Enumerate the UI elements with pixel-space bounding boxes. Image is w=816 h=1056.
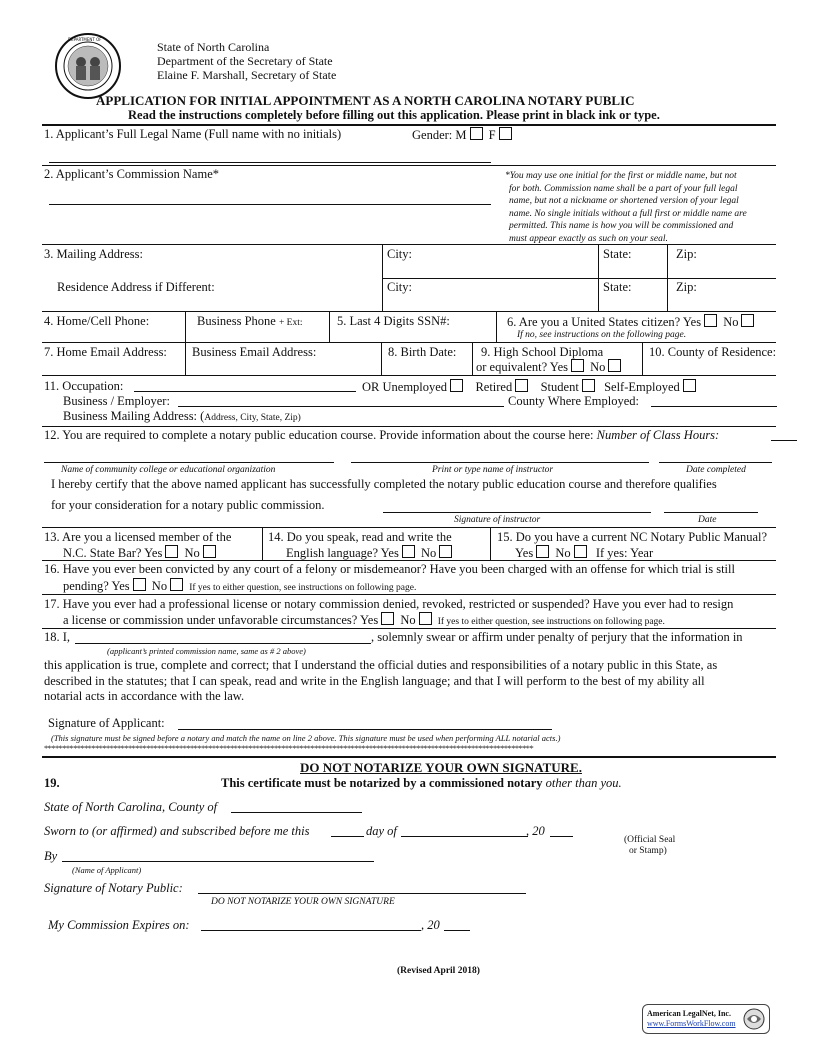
q16-text2: pending? Yes	[63, 579, 130, 593]
q12-instructor: Print or type name of instructor	[432, 465, 554, 475]
q15-label: 15. Do you have a current NC Notary Public Manual?	[497, 530, 768, 544]
q11-options	[362, 379, 699, 395]
license-no-checkbox[interactable]	[419, 612, 432, 625]
q12-hours: Number of Class Hours:	[596, 428, 720, 442]
q11-employer: Business / Employer:	[63, 394, 170, 408]
q12-sig-instructor: Signature of instructor	[454, 515, 541, 525]
commission-name-line[interactable]	[49, 204, 491, 205]
q12-text: 12. You are required to complete a notary public education course. Provide information about the course here:	[44, 428, 594, 442]
ext-label: + Ext:	[278, 318, 303, 328]
q18-swear: , solemnly swear or affirm under penalty of perjury that the information in	[371, 630, 743, 644]
instructor-signature-line[interactable]	[383, 512, 651, 513]
q12-date-completed: Date completed	[686, 465, 746, 475]
q18-sig-note: (This signature must be signed before a notary and match the name on line 2 above. This signature must be used when performing ALL notarial acts.)	[51, 733, 561, 743]
q3-res-state: State:	[603, 280, 632, 294]
english-yes-checkbox[interactable]	[402, 545, 415, 558]
q9-no: No	[590, 360, 606, 374]
q11-mailing-label: Business Mailing Address: (	[63, 409, 205, 423]
q3-city: City:	[387, 247, 413, 261]
instructor-line[interactable]	[351, 462, 649, 463]
q14-label2	[286, 545, 455, 561]
q18-sig	[48, 716, 165, 731]
applicant-signature-label: Signature of Applicant:	[48, 716, 165, 730]
stars-divider: **************************************************************************************************************************************	[44, 743, 534, 753]
q5-label: 5. Last 4 Digits SSN#:	[337, 314, 450, 328]
license-yes-checkbox[interactable]	[381, 612, 394, 625]
brand-name: American LegalNet, Inc.	[647, 1009, 731, 1018]
q11-self: Self-Employed	[604, 380, 680, 394]
citizen-no-checkbox[interactable]	[741, 314, 754, 327]
q19-dont: DO NOT NOTARIZE YOUR OWN SIGNATURE	[211, 897, 395, 907]
student-checkbox[interactable]	[582, 379, 595, 392]
q12-label	[44, 428, 719, 443]
revised: (Revised April 2018)	[397, 966, 480, 976]
q7-business: Business Email Address:	[192, 345, 317, 359]
q1-gender	[412, 127, 515, 143]
q12-date: Date	[698, 515, 717, 525]
q1-label: 1. Applicant’s Full Legal Name (Full name with no initials)	[44, 127, 342, 141]
q18-line1: this application is true, complete and correct; that I understand the official duties and responsibilities of a notary public in this State, as	[44, 658, 718, 672]
by-line[interactable]	[62, 861, 374, 862]
q9-label2	[476, 359, 624, 375]
instructor-date-line[interactable]	[664, 512, 758, 513]
bar-no-checkbox[interactable]	[203, 545, 216, 558]
q15-yes: Yes	[515, 546, 534, 560]
q6-no: No	[723, 315, 739, 329]
q8-label: 8. Birth Date:	[388, 345, 457, 359]
q6-note: If no, see instructions on the following page.	[517, 330, 687, 340]
applicant-signature-line[interactable]	[178, 729, 552, 730]
business-phone-label: Business Phone	[197, 314, 276, 328]
q19-num: 19.	[44, 776, 60, 790]
q16-no: No	[151, 579, 168, 593]
q16-note: If yes to either question, see instructions on following page.	[189, 583, 417, 593]
bar-yes-checkbox[interactable]	[165, 545, 178, 558]
q17-no: No	[400, 613, 416, 627]
class-hours-line[interactable]	[771, 440, 797, 441]
q19-certificate	[221, 776, 622, 791]
q13-label2	[63, 545, 219, 561]
q17-label: 17. Have you ever had a professional license or notary commission denied, revoked, restricted or suspended? Have you ever had to resign	[44, 597, 734, 611]
citizen-yes-checkbox[interactable]	[704, 314, 717, 327]
header-dept: Department of the Secretary of State	[157, 54, 333, 68]
header-secretary: Elaine F. Marshall, Secretary of State	[157, 68, 337, 82]
q19-name-hint: (Name of Applicant)	[72, 865, 142, 875]
manual-yes-checkbox[interactable]	[536, 545, 549, 558]
month-line[interactable]	[401, 836, 528, 837]
q17-text2: a license or commission under unfavorable circumstances? Yes	[63, 613, 379, 627]
q19-expires: My Commission Expires on:	[48, 918, 190, 932]
q9-text2: or equivalent? Yes	[476, 360, 568, 374]
q3-label: 3. Mailing Address:	[44, 247, 143, 261]
seal-text: (Official Seal	[624, 835, 676, 845]
gender-f-label: F	[488, 128, 496, 142]
q2-note-6: must appear exactly as such on your seal.	[509, 233, 668, 244]
globe-icon	[743, 1008, 765, 1030]
q2-note-5: permitted. This name is how you will be commissioned and	[509, 221, 734, 232]
q18-line3: notarial acts in accordance with the law.	[44, 689, 245, 703]
q14-label: 14. Do you speak, read and write the	[268, 530, 452, 544]
gender-f-checkbox[interactable]	[499, 127, 512, 140]
expires-year-line[interactable]	[444, 930, 470, 931]
header-state: State of North Carolina	[157, 40, 270, 54]
q16-label: 16. Have you ever been convicted by any court of a felony or misdemeanor? Have you been charged with an offense for which trial is still	[44, 562, 735, 576]
completed-date-line[interactable]	[659, 462, 772, 463]
q19-warning: DO NOT NOTARIZE YOUR OWN SIGNATURE.	[300, 760, 582, 775]
q11-county: County Where Employed:	[508, 394, 639, 408]
college-line[interactable]	[44, 462, 334, 463]
self-employed-checkbox[interactable]	[683, 379, 696, 392]
q13-no: No	[184, 546, 200, 560]
q2-note-2: for both. Commission name shall be a part of your full legal	[509, 183, 738, 194]
q4-business	[197, 314, 303, 329]
diploma-no-checkbox[interactable]	[608, 359, 621, 372]
brand-url[interactable]: www.FormsWorkFlow.com	[647, 1019, 736, 1028]
notary-signature-line[interactable]	[198, 893, 526, 894]
unemployed-checkbox[interactable]	[450, 379, 463, 392]
gender-m-checkbox[interactable]	[470, 127, 483, 140]
q3-res-zip: Zip:	[676, 280, 697, 294]
q15-label2	[515, 545, 653, 561]
expires-line[interactable]	[201, 930, 421, 931]
q11-label: 11. Occupation:	[44, 379, 124, 393]
forms-workflow-badge[interactable]	[642, 1004, 770, 1034]
q13-text2: N.C. State Bar? Yes	[63, 546, 163, 560]
q18-label: 18. I,	[44, 630, 71, 644]
q15-no: No	[555, 546, 571, 560]
form-title: APPLICATION FOR INITIAL APPOINTMENT AS A NORTH CAROLINA NOTARY PUBLIC	[96, 93, 635, 108]
q12-college: Name of community college or educational organization	[61, 465, 276, 475]
day-line[interactable]	[331, 836, 364, 837]
q3-state: State:	[603, 247, 632, 261]
manual-no-checkbox[interactable]	[574, 545, 587, 558]
q19-sworn: Sworn to (or affirmed) and subscribed before me this	[44, 824, 310, 838]
q14-no: No	[420, 546, 437, 560]
q11-or: OR Unemployed	[362, 380, 448, 394]
q11-mailing-hint: Address, City, State, Zip)	[204, 413, 301, 423]
q14-text2: English language? Yes	[286, 546, 399, 560]
q11-student: Student	[540, 380, 579, 394]
felony-yes-checkbox[interactable]	[133, 578, 146, 591]
full-name-line[interactable]	[49, 162, 491, 163]
q18-line2: described in the statutes; that I can speak, read and write in the English language; and that I will perform to the best of my ability all	[44, 674, 705, 688]
q19-expires-year: , 20	[421, 918, 440, 932]
county-line[interactable]	[231, 812, 362, 813]
q13-label: 13. Are you a licensed member of the	[44, 530, 232, 544]
q12-certify1: I hereby certify that the above named applicant has successfully completed the notary public education course and therefore qualifies	[51, 477, 717, 491]
q19-notary-sig: Signature of Notary Public:	[44, 881, 183, 895]
gender-label: Gender: M	[412, 128, 467, 142]
q11-mailing	[63, 409, 301, 424]
q2-note-1: *You may use one initial for the first or middle name, but not	[505, 171, 737, 181]
q3-res-city: City:	[387, 280, 413, 294]
q16-label2	[63, 578, 416, 594]
q19-county: State of North Carolina, County of	[44, 800, 218, 814]
q2-note-3: name, but not a nickname or shortened version of your legal	[509, 196, 739, 207]
seal-icon	[54, 32, 122, 100]
q9-label: 9. High School Diploma	[481, 345, 604, 359]
stamp-text: or Stamp)	[629, 846, 667, 856]
retired-checkbox[interactable]	[515, 379, 528, 392]
svg-text:DEPARTMENT OF: DEPARTMENT OF	[68, 37, 102, 42]
q3-zip: Zip:	[676, 247, 697, 261]
q12-certify2: for your consideration for a notary public commission.	[51, 498, 325, 512]
q19-year: , 20	[526, 824, 545, 838]
q6-text: 6. Are you a United States citizen? Yes	[507, 315, 702, 329]
q2-note	[505, 170, 747, 246]
q18-hint: (applicant’s printed commission name, same as # 2 above)	[107, 646, 306, 656]
diploma-yes-checkbox[interactable]	[571, 359, 584, 372]
english-no-checkbox[interactable]	[439, 545, 452, 558]
q19-by: By	[44, 849, 58, 863]
q15-ifyes: If yes: Year	[595, 546, 654, 560]
q17-label2	[63, 612, 665, 628]
q3-residence: Residence Address if Different:	[57, 280, 215, 294]
q4-label: 4. Home/Cell Phone:	[44, 314, 150, 328]
state-seal	[54, 32, 122, 100]
q19-day: day of	[366, 824, 397, 838]
year-line[interactable]	[550, 836, 573, 837]
q7-label: 7. Home Email Address:	[44, 345, 167, 359]
q11-retired: Retired	[475, 380, 513, 394]
occupation-line[interactable]	[134, 391, 356, 392]
q19-cert-text: This certificate must be notarized by a commissioned notary	[221, 776, 543, 790]
felony-no-checkbox[interactable]	[170, 578, 183, 591]
q18-name-line[interactable]	[75, 643, 371, 644]
q6-label	[507, 314, 757, 330]
q17-note: If yes to either question, see instructions on following page.	[437, 617, 665, 627]
form-instructions: Read the instructions completely before filling out this application. Please print in black ink or type.	[128, 108, 660, 122]
q2-note-4: name. No single initials without a full first or middle name are	[509, 208, 747, 219]
q19-cert-ital: other than you.	[545, 776, 622, 790]
county-employed-line[interactable]	[651, 406, 777, 407]
q2-label: 2. Applicant’s Commission Name*	[44, 167, 219, 181]
employer-line[interactable]	[178, 406, 504, 407]
q10-label: 10. County of Residence:	[649, 345, 777, 359]
